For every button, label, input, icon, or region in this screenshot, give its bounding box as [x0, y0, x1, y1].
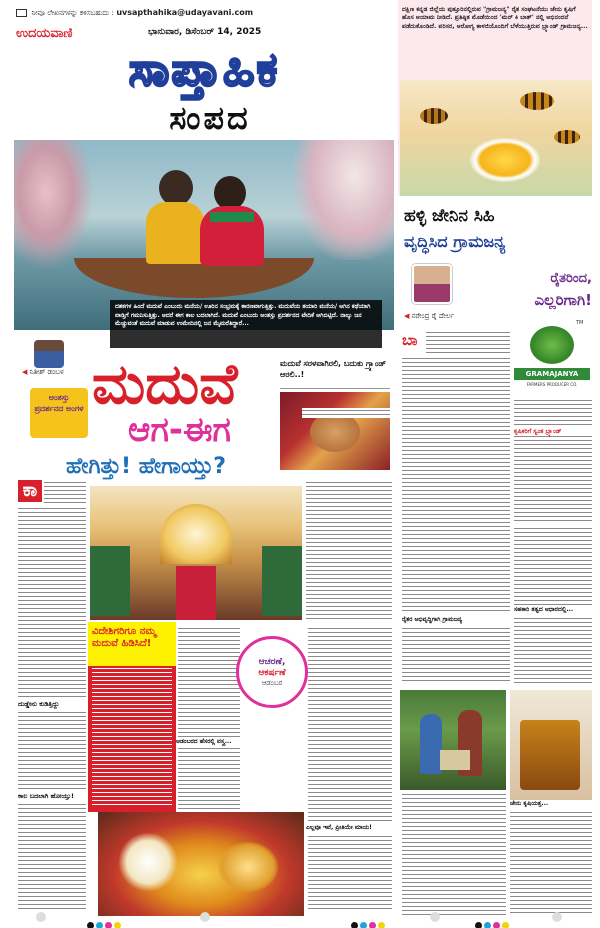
lead-caption-text: ದಶಕಗಳ ಹಿಂದೆ ಮದುವೆ ಎಂಬುದು ಮನೆಯ/ ಊರಿನ ಸಂಭ್ರಮಕ್ಕೆ ಕಾರಣವಾಗುತ್ತಿತ್ತು. ಮದುವೆಯ ತಯಾರಿ ಮನೆಯ/ ಆಗಿನ ಕಥೆಯಾಗಿ ವಾಡ್ತಿಗೆ ಗಮನಿಸುತ್ತಿತ್ತು. ಆದರೆ ಈಗ ಕಾಲ ಬದಲಾಗಿದೆ. ಮದುವೆ ಎಂಬುದು ಅಂತಸ್ತು ಪ್ರದರ್ಶನದ ವೇದಿಕೆ ಆಗಿಬಿಟ್ಟಿದೆ. ನಾಲ್ಕು ಜನ ಮೆಚ್ಚುವಂತೆ ಮದುವೆ ಮಾಡುವ ಉಮೇದಿನಲ್ಲಿ ಜನ ಮೈಮರೆತಿದ್ದಾರೆ...	[115, 303, 371, 327]
envelope-icon	[16, 9, 27, 17]
author-arrow-icon: ◀	[22, 368, 30, 376]
beekeepers-photo	[400, 690, 506, 790]
side-author-photo	[412, 264, 452, 304]
side-body-col-3	[402, 792, 506, 916]
leaf-icon	[530, 326, 574, 364]
lead-title-1: ಮದುವೆ	[92, 352, 238, 417]
side-sub-1: ರೈತರ ಅಭಿವೃದ್ಧಿಗಾಗಿ ಗ್ರಾಮಜನ್ಯ	[402, 616, 512, 624]
email-strip	[16, 8, 396, 18]
lead-body-col-4	[178, 626, 240, 816]
lead-body-col-3	[306, 480, 392, 622]
color-registration-bar	[0, 912, 600, 924]
bee-2	[520, 92, 554, 110]
bee-3	[554, 130, 580, 144]
lead-title-3: ಹೇಗಿತ್ತು! ಹೇಗಾಯ್ತು?	[66, 454, 227, 479]
lead-author-name: ◀ ನಿತೀಶ್ ಡಂಬಳ	[22, 368, 64, 376]
side-tagline-2: ಎಲ್ಲರಿಗಾಗಿ!	[534, 291, 592, 309]
lead-sub-3: ಆಡಂಬರದ ಹೆಸರಲ್ಲಿ ವಸ್ತ್ರ...	[176, 738, 276, 746]
masthead-subtitle	[100, 98, 320, 138]
masthead-title	[12, 40, 396, 98]
masthead-line-2: ಸಂಪದ	[169, 99, 251, 137]
issue-date: ಭಾನುವಾರ, ಡಿಸೆಂಬರ್ 14, 2025	[148, 27, 262, 37]
logo-sub: FARMERS PRODUCER CO.	[526, 382, 578, 387]
side-title-1: ಹಳ್ಳಿ ಜೇನಿನ ಸಿಹಿ	[404, 206, 495, 226]
side-author-arrow-icon: ◀	[404, 312, 412, 320]
email-address[interactable]: uvsapthahika@udayavani.com	[116, 8, 254, 17]
wedding-stage-photo	[90, 486, 302, 620]
foreigners-sidebar-title: ವಿದೇಶಿಗರಿಗೂ ನಮ್ಮ ಮದುವೆ ಹಿಡಿಸಿದೆ!	[88, 622, 176, 666]
lead-sub-1: ದುಡ್ಡೇನು ಕುಡಿತ್ತಿದ್ದು	[18, 700, 60, 708]
lead-dropcap: ಕಾ	[18, 480, 42, 502]
lead-author-photo	[34, 340, 64, 368]
wedding-hands-photo	[280, 392, 390, 470]
lead-body-col-5	[308, 626, 392, 822]
lead-caption	[110, 300, 382, 348]
email-prefix: ನೀವೂ ಲೇಖನಗಳನ್ನು ಕಳಿಸಬಹುದು :	[31, 9, 114, 17]
lead-body-col-1	[44, 480, 86, 504]
lead-sub-4: ಎಲ್ಲವೂ ಇವೆ, ಪ್ರೀತಿಯೇ ಮಾಯ!	[306, 824, 372, 831]
side-dropcap: ಬಾ	[402, 331, 418, 349]
celebration-circle: ಆಚರಣೆ, ಆಕರ್ಷಣೆ ಆಡಂಬರ	[236, 636, 308, 708]
side-tagline-1: ರೈತರಿಂದ,	[550, 271, 592, 286]
side-bullet: ಕೃಷಿಕರಿಗೆ ಸ್ವಂತ ಬ್ರ್ಯಾಂಡ್	[514, 428, 592, 436]
wedding-garland-photo	[98, 812, 304, 916]
lead-pullquote: ಮದುವೆ ಸರಳವಾಗಿರಲಿ, ಬದುಕು ಗ್ರ್ಯಾಂಡ್ ಆರಲಿ..!	[280, 358, 390, 389]
foreigners-sidebar	[88, 622, 176, 812]
lead-badge: ಅಂತಸ್ತು ಪ್ರದರ್ಶನದ ಅಂಗಳ	[30, 388, 88, 438]
bee-on-flower-photo	[400, 80, 592, 196]
lead-body-col-1b	[18, 506, 86, 698]
side-body-col-1	[402, 356, 510, 614]
logo-name: GRAMAJANYA	[514, 368, 590, 380]
side-title-2: ವೃದ್ಧಿಸಿದ ಗ್ರಾಮಜನ್ಯ	[404, 232, 506, 251]
side-intro-text: ದಕ್ಷಿಣ ಕನ್ನಡ ಜಿಲ್ಲೆಯ ಪುತ್ತೂರಿನಲ್ಲಿರುವ "ಗ್ರಾಮಜನ್ಯ" ರೈತ ಸಂಘಟನೆಯು ಜೇನು ಕೃಷಿಗೆ ಹೊಸ ಆಯಾಮ ನೀಡಿದೆ. ಪ್ರತಿಷ್ಠಿತ ಮೊಡೆಯಿಂದ 'ಮನ್ ಕಿ ಬಾತ್' ನಲ್ಲಿ ಅಭಿನಂದನೆ ಪಡೆದುಕೊಂಡಿದೆ. ಪರಿಸರ, ಆರೋಗ್ಯ ಕಾಳಜಿಯೊಂದಿಗೆ ಬೆಳೆಯುತ್ತಿರುವ ಬ್ರ್ಯಾಂಡ್ ಗ್ರಾಮಜನ್ಯ...	[402, 6, 588, 30]
honey-jars-photo	[510, 690, 592, 800]
masthead-line-1: ಸಾಪ್ತಾಹಿಕ	[128, 42, 280, 96]
side-sub-3: ಜೇನು ಕೃಷಿಯತ್ತ...	[510, 800, 549, 807]
side-sub-2: ಸಹಕಾರಿ ತತ್ವದ ಆಧಾರದಲ್ಲಿ...	[514, 606, 594, 614]
brand-logo: ಉದಯವಾಣಿ	[16, 26, 73, 41]
side-author-name: ◀ ನರೇಂದ್ರ ರೈ ದೇರ್ಲ	[404, 312, 455, 320]
bee-1	[420, 108, 448, 124]
logo-tm: TM	[576, 320, 584, 326]
lead-title-2: ಆಗ-ಈಗ	[128, 410, 231, 450]
side-body-col-2	[514, 398, 592, 524]
lead-sub-2: ಕಾಲ ಬದಲಾಗಿ ಹೋಯ್ತು!	[18, 792, 74, 800]
lead-body-col-2	[302, 408, 390, 418]
gramajanya-logo	[514, 318, 590, 394]
